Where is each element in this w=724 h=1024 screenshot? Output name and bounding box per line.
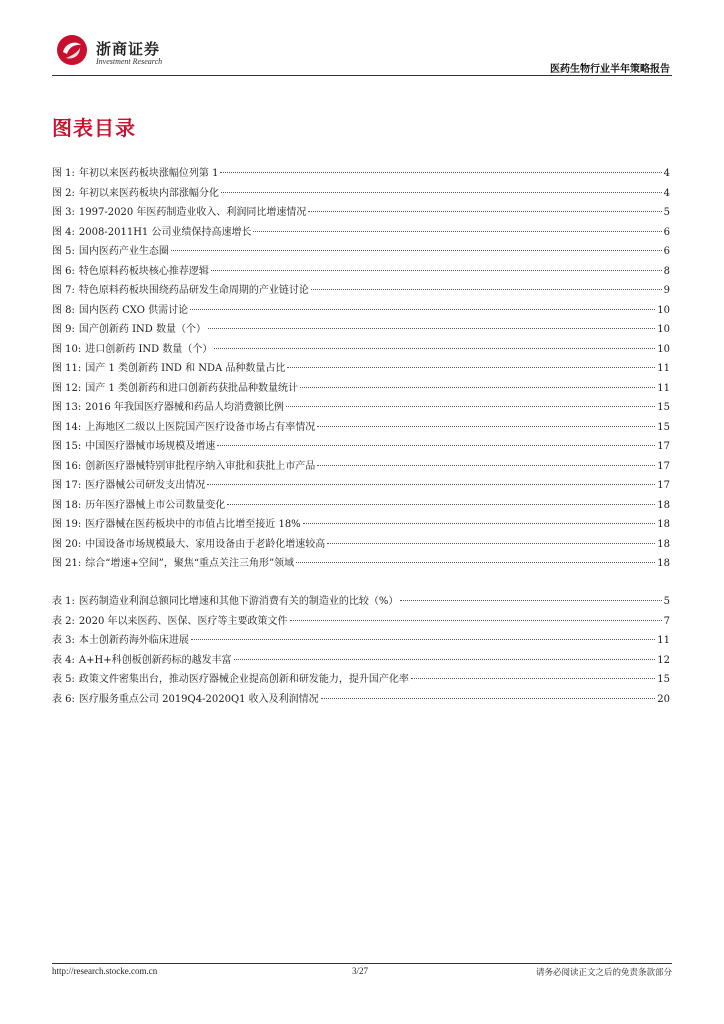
figure-entry[interactable] — [52, 359, 670, 379]
table-entry-title: A+H+科创板创新药标的越发丰富 — [78, 654, 232, 666]
figure-entry-leader-dots — [300, 387, 655, 388]
figure-entry-page: 17 — [657, 460, 670, 472]
footer-divider — [52, 963, 672, 964]
table-entry[interactable] — [52, 612, 670, 632]
table-entry-page: 12 — [657, 654, 670, 666]
figure-entry-leader-dots — [317, 465, 655, 466]
figure-entry[interactable] — [52, 496, 670, 516]
figure-entry-page: 10 — [657, 324, 670, 335]
table-entry[interactable] — [52, 670, 670, 690]
figure-entry-title: 国产创新药 IND 数量（个） — [78, 324, 206, 335]
figure-entry-title: 医疗器械公司研发支出情况 — [85, 480, 206, 491]
figure-entry-page: 8 — [663, 265, 670, 277]
table-entry-title: 医药制造业利润总额同比增速和其他下游消费有关的制造业的比较（%） — [78, 596, 399, 607]
table-entry[interactable] — [52, 631, 670, 651]
figure-entry-page: 6 — [663, 246, 670, 257]
report-type: 医药生物行业半年策略报告 — [550, 64, 670, 75]
figure-entry-page: 17 — [657, 480, 670, 491]
figure-entry-title: 年初以来医药板块涨幅位列第 1 — [78, 168, 219, 179]
table-entry-title: 医疗服务重点公司 2019Q4-2020Q1 收入及利润情况 — [78, 693, 319, 705]
figure-entry[interactable] — [52, 340, 670, 360]
figure-entry-label: 图 7: — [52, 285, 75, 296]
figure-entry-label: 图 12: — [52, 382, 82, 394]
figure-entry-label: 图 2: — [52, 187, 75, 199]
table-entry-title: 本土创新药海外临床进展 — [78, 635, 189, 646]
figure-entry-title: 年初以来医药板块内部涨幅分化 — [78, 187, 219, 199]
table-entry[interactable] — [52, 592, 670, 612]
figure-entry-label: 图 21: — [52, 558, 82, 569]
figure-entry-leader-dots — [286, 406, 655, 407]
figure-entry-leader-dots — [327, 543, 655, 544]
table-entry-leader-dots — [234, 659, 656, 660]
table-entry-leader-dots — [411, 678, 655, 679]
figure-entry-page: 15 — [657, 402, 670, 413]
page-number: 3/27 — [352, 966, 369, 976]
figure-entry-leader-dots — [214, 348, 655, 349]
company-logo — [56, 34, 176, 74]
table-list — [52, 592, 670, 709]
table-entry-label: 表 4: — [52, 654, 75, 666]
figure-entry-leader-dots — [211, 270, 662, 271]
figure-entry-label: 图 16: — [52, 460, 82, 472]
figure-entry-title: 中国医疗器械市场规模及增速 — [85, 441, 216, 452]
figure-entry-title: 进口创新药 IND 数量（个） — [85, 343, 213, 355]
table-entry[interactable] — [52, 690, 670, 710]
figure-entry-page: 10 — [657, 343, 670, 355]
figure-entry-page: 18 — [657, 558, 670, 569]
table-entry-label: 表 3: — [52, 635, 75, 646]
figure-entry-leader-dots — [207, 484, 655, 485]
figure-entry-leader-dots — [190, 309, 655, 310]
figure-entry-title: 2016 年我国医疗器械和药品人均消费额比例 — [85, 402, 284, 413]
figure-entry-leader-dots — [227, 504, 655, 505]
table-entry-leader-dots — [290, 620, 662, 621]
figure-entry[interactable] — [52, 457, 670, 477]
figure-entry-page: 4 — [663, 168, 670, 179]
figure-entry[interactable] — [52, 554, 670, 574]
table-entry-page: 7 — [663, 615, 670, 627]
figure-entry-title: 历年医疗器械上市公司数量变化 — [85, 499, 226, 511]
figure-entry-label: 图 9: — [52, 324, 75, 335]
figure-entry-page: 4 — [663, 187, 670, 199]
figure-entry[interactable] — [52, 515, 670, 535]
table-entry-label: 表 1: — [52, 596, 75, 607]
figure-entry[interactable] — [52, 418, 670, 438]
figure-entry[interactable] — [52, 203, 670, 223]
table-entry-page: 5 — [663, 596, 670, 607]
figure-entry[interactable] — [52, 535, 670, 555]
figure-entry[interactable] — [52, 184, 670, 204]
figure-entry-label: 图 8: — [52, 304, 75, 316]
figure-entry[interactable] — [52, 164, 670, 184]
table-entry-page: 15 — [657, 674, 670, 685]
figure-entry-leader-dots — [311, 289, 662, 290]
figure-entry-label: 图 10: — [52, 343, 82, 355]
figure-entry-leader-dots — [221, 192, 662, 193]
figure-entry-page: 15 — [657, 421, 670, 433]
table-entry-title: 2020 年以来医药、医保、医疗等主要政策文件 — [78, 615, 288, 627]
figure-list — [52, 164, 670, 574]
figure-entry[interactable] — [52, 223, 670, 243]
figure-entry-leader-dots — [287, 367, 655, 368]
table-entry-label: 表 6: — [52, 693, 75, 705]
figure-entry-leader-dots — [308, 211, 661, 212]
figure-entry-title: 特色原料药板块围绕药品研发生命周期的产业链讨论 — [78, 285, 309, 296]
figure-entry-label: 图 11: — [52, 363, 82, 374]
figure-entry-label: 图 18: — [52, 499, 82, 511]
figure-entry-title: 医疗器械在医药板块中的市值占比增至接近 18% — [85, 519, 301, 530]
figure-entry-page: 17 — [657, 441, 670, 452]
figure-entry-title: 国产 1 类创新药和进口创新药获批品种数量统计 — [85, 382, 299, 394]
figure-entry[interactable] — [52, 301, 670, 321]
figure-entry-leader-dots — [220, 172, 661, 173]
figure-entry[interactable] — [52, 242, 670, 262]
figure-entry-title: 中国设备市场规模最大、家用设备由于老龄化增速较高 — [85, 538, 326, 550]
table-entry-page: 20 — [657, 693, 670, 705]
figure-entry-leader-dots — [303, 523, 656, 524]
figure-entry[interactable] — [52, 476, 670, 496]
figure-entry[interactable] — [52, 320, 670, 340]
figure-entry[interactable] — [52, 262, 670, 282]
figure-entry-page: 6 — [663, 226, 670, 238]
figure-entry-label: 图 20: — [52, 538, 82, 550]
figure-entry-title: 创新医疗器械特别审批程序纳入审批和获批上市产品 — [85, 460, 316, 472]
table-entry-title: 政策文件密集出台，推动医疗器械企业提高创新和研发能力，提升国产化率 — [78, 674, 409, 685]
table-entry-label: 表 5: — [52, 674, 75, 685]
figure-entry-leader-dots — [317, 426, 655, 427]
figure-entry-title: 国内医药 CXO 供需讨论 — [78, 304, 189, 316]
figure-entry-page: 11 — [657, 363, 670, 374]
figure-entry-page: 18 — [657, 519, 670, 530]
toc-title: 图表目录 — [52, 116, 136, 140]
company-name-cn: 浙商证券 — [96, 40, 161, 58]
figure-entry-label: 图 17: — [52, 480, 82, 491]
figure-entry-page: 5 — [663, 207, 670, 218]
figure-entry-leader-dots — [171, 250, 662, 251]
figure-entry[interactable] — [52, 437, 670, 457]
figure-entry-label: 图 19: — [52, 519, 82, 530]
footer-url[interactable]: http://research.stocke.com.cn — [52, 966, 158, 976]
figure-entry-leader-dots — [208, 328, 655, 329]
figure-entry-page: 18 — [657, 499, 670, 511]
figure-entry-leader-dots — [217, 445, 655, 446]
figure-entry-label: 图 1: — [52, 168, 75, 179]
figure-entry-leader-dots — [253, 231, 661, 232]
figure-entry-title: 上海地区二级以上医院国产医疗设备市场占有率情况 — [85, 421, 316, 433]
figure-entry-title: 1997-2020 年医药制造业收入、利润同比增速情况 — [78, 207, 307, 218]
figure-entry-label: 图 6: — [52, 265, 75, 277]
header-divider — [52, 75, 672, 76]
figure-entry-title: 特色原料药板块核心推荐逻辑 — [78, 265, 209, 277]
figure-entry-title: 2008-2011H1 公司业绩保持高速增长 — [78, 226, 252, 238]
table-entry[interactable] — [52, 651, 670, 671]
figure-entry-title: 国产 1 类创新药 IND 和 NDA 品种数量占比 — [85, 363, 286, 374]
figure-entry-label: 图 4: — [52, 226, 75, 238]
table-entry-leader-dots — [400, 600, 661, 601]
figure-entry-label: 图 3: — [52, 207, 75, 218]
figure-entry-label: 图 5: — [52, 246, 75, 257]
table-entry-label: 表 2: — [52, 615, 75, 627]
company-name-en: Investment Research — [96, 57, 163, 66]
figure-entry-title: 国内医药产业生态圈 — [78, 246, 169, 257]
figure-entry-label: 图 14: — [52, 421, 82, 433]
footer-disclaimer: 请务必阅读正文之后的免责条款部分 — [535, 968, 672, 978]
table-entry-leader-dots — [191, 639, 655, 640]
figure-entry-page: 11 — [657, 382, 670, 394]
figure-entry-leader-dots — [296, 562, 655, 563]
figure-entry-page: 9 — [663, 285, 670, 296]
figure-entry-title: 综合“增速+空间”，聚焦“重点关注三角形”领域 — [85, 558, 295, 569]
table-entry-leader-dots — [321, 698, 656, 699]
figure-entry[interactable] — [52, 379, 670, 399]
figure-entry-label: 图 15: — [52, 441, 82, 452]
figure-entry-page: 10 — [657, 304, 670, 316]
table-entry-page: 11 — [657, 635, 670, 646]
zheshang-logo-icon — [56, 34, 88, 66]
figure-entry[interactable] — [52, 281, 670, 301]
figure-entry-label: 图 13: — [52, 402, 82, 413]
figure-entry[interactable] — [52, 398, 670, 418]
figure-entry-page: 18 — [657, 538, 670, 550]
